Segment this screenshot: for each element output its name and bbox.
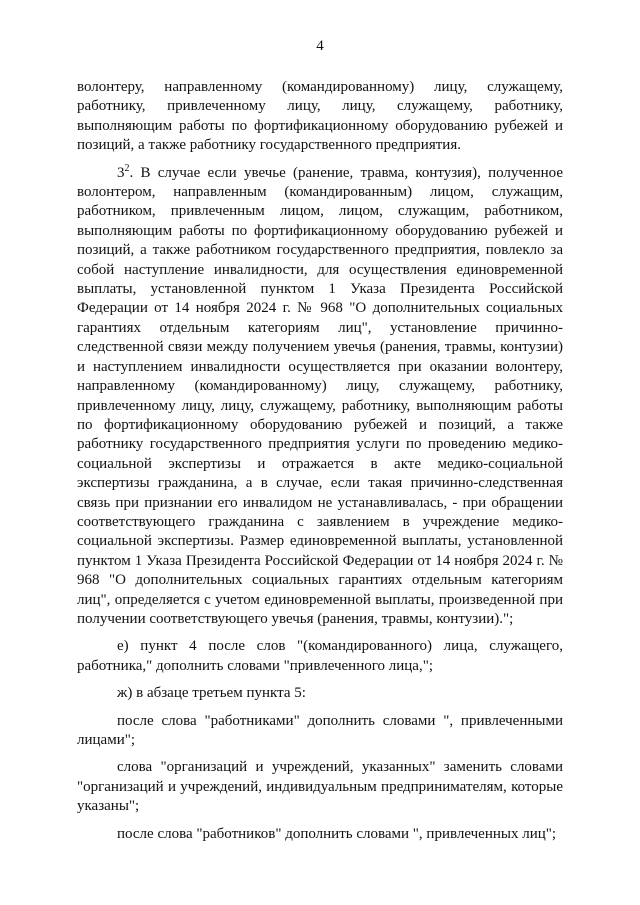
paragraph-zh-item-1: после слова "работниками" дополнить словами ", привлеченными лицами"; — [77, 712, 563, 748]
paragraph-zh: ж) в абзаце третьем пункта 5: — [117, 685, 306, 702]
paragraph-number: 3 — [117, 164, 125, 181]
paragraph-continuation: волонтеру, направленному (командированному) лицу, служащему, работнику, привлеченному лицу, лицу, служащему, работнику, выполняющим работы по фортификационному оборудованию рубежей и позиций, а также работнику государственного предприятия. — [77, 79, 563, 154]
page-number: 4 — [316, 38, 324, 54]
paragraph-zh-item-3: после слова "работников" дополнить словами ", привлеченных лиц"; — [117, 825, 557, 842]
paragraph-text: . В случае если увечье (ранение, травма, контузия), полученное волонтером, направленным (командированным) лицом, служащим, работником, привлеченным лицом, лицом, служащим, работником, выполняющим работы по фортификационному оборудованию рубежей и позиций, а также работником государственного предприятия, повлекло за собой наступление инвалидности, для осуществления единовременной выплаты, установленной пунктом 1 Указа Президента Российской Федерации от 14 ноября 2024 г. № 968 "О дополнительных социальных гарантиях отдельным категориям лиц", установление причинно-следственной связи между получением увечья (ранения, травмы, контузии) и наступлением инвалидности осуществляется при оказании волонтеру, направленному (командированному) лицу, служащему, работнику, привлеченному лицу, лицу, служащему, работнику, выполняющим работы по фортификационному оборудованию рубежей и позиций, а также работнику государственного предприятия услуги по проведению медико-социальной экспертизы и отражается в акте медико-социальной экспертизы гражданина, а в случае, если такая причинно-следственная связь при признании его инвалидом не устанавливалась, - при обращении соответствующего гражданина с заявлением в учреждение медико-социальной экспертизы. Размер единовременной выплаты, установленной пунктом 1 Указа Президента Российской Федерации от 14 ноября 2024 г. № 968 "О дополнительных социальных гарантиях отдельным категориям лиц", определяется с учетом единовременной выплаты, произведенной при получении соответствующего увечья (ранения, травмы, контузии)."; — [77, 164, 563, 627]
document-body — [77, 78, 563, 844]
paragraph-number-superscript: 2 — [124, 162, 130, 174]
paragraph-3-2 — [77, 164, 563, 630]
paragraph-e: е) пункт 4 после слов "(командированного) лица, служащего, работника," дополнить словами "привлеченного лица,"; — [77, 638, 563, 674]
paragraph-zh-item-2: слова "организаций и учреждений, указанных" заменить словами "организаций и учреждений, индивидуальным предпринимателям, которые указаны"; — [77, 759, 563, 815]
